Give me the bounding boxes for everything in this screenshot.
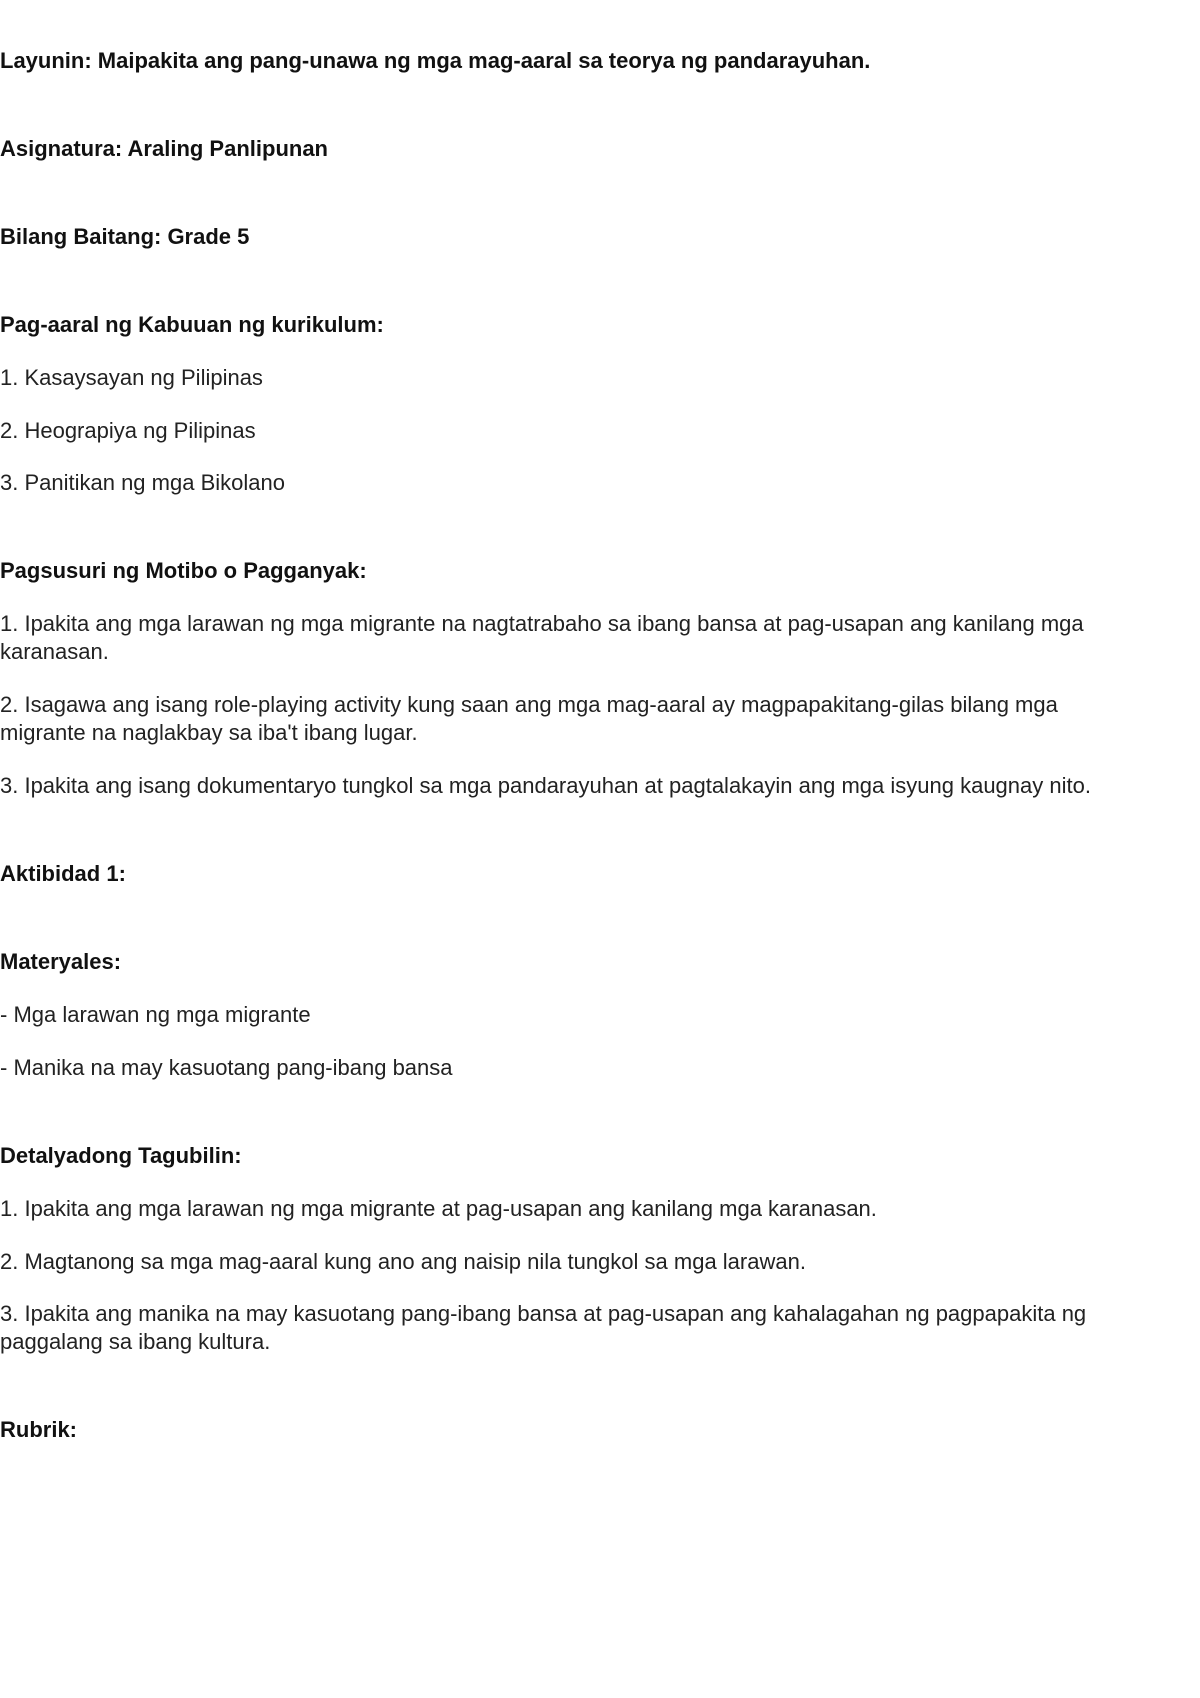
tagubilin-item: 3. Ipakita ang manika na may kasuotang pang-ibang bansa at pag-usapan ang kahalagahan ng pagpapakita ng	[0, 1301, 1087, 1326]
motibo-item: 2. Isagawa ang isang role-playing activity kung saan ang mga mag-aaral ay magpapakitang-gilas bilang mga	[0, 692, 1058, 717]
tagubilin-item: 2. Magtanong sa mga mag-aaral kung ano ang naisip nila tungkol sa mga larawan.	[0, 1249, 806, 1274]
rubrik-heading: Rubrik:	[0, 1417, 77, 1442]
kurikulum-item: 2. Heograpiya ng Pilipinas	[0, 418, 256, 443]
aktibidad-heading: Aktibidad 1:	[0, 861, 126, 886]
motibo-item: 1. Ipakita ang mga larawan ng mga migrante na nagtatrabaho sa ibang bansa at pag-usapan ang kanilang mga	[0, 611, 1084, 636]
kurikulum-item: 1. Kasaysayan ng Pilipinas	[0, 365, 263, 390]
tagubilin-item: 1. Ipakita ang mga larawan ng mga migrante at pag-usapan ang kanilang mga karanasan.	[0, 1196, 877, 1221]
tagubilin-item-continued: paggalang sa ibang kultura.	[0, 1329, 271, 1354]
motibo-item-continued: migrante na naglakbay sa iba't ibang lugar.	[0, 720, 418, 745]
asignatura-heading: Asignatura: Araling Panlipunan	[0, 136, 328, 161]
materyales-item: - Manika na may kasuotang pang-ibang bansa	[0, 1055, 453, 1080]
materyales-item: - Mga larawan ng mga migrante	[0, 1002, 311, 1027]
tagubilin-heading: Detalyadong Tagubilin:	[0, 1143, 242, 1168]
layunin-heading: Layunin: Maipakita ang pang-unawa ng mga mag-aaral sa teorya ng pandarayuhan.	[0, 48, 871, 73]
motibo-item-continued: karanasan.	[0, 639, 109, 664]
kurikulum-heading: Pag-aaral ng Kabuuan ng kurikulum:	[0, 312, 384, 337]
materyales-heading: Materyales:	[0, 949, 122, 974]
kurikulum-item: 3. Panitikan ng mga Bikolano	[0, 470, 285, 495]
motibo-heading: Pagsusuri ng Motibo o Pagganyak:	[0, 558, 367, 583]
motibo-item: 3. Ipakita ang isang dokumentaryo tungkol sa mga pandarayuhan at pagtalakayin ang mga isyung kaugnay nito.	[0, 773, 1091, 798]
bilang-baitang-heading: Bilang Baitang: Grade 5	[0, 224, 250, 249]
